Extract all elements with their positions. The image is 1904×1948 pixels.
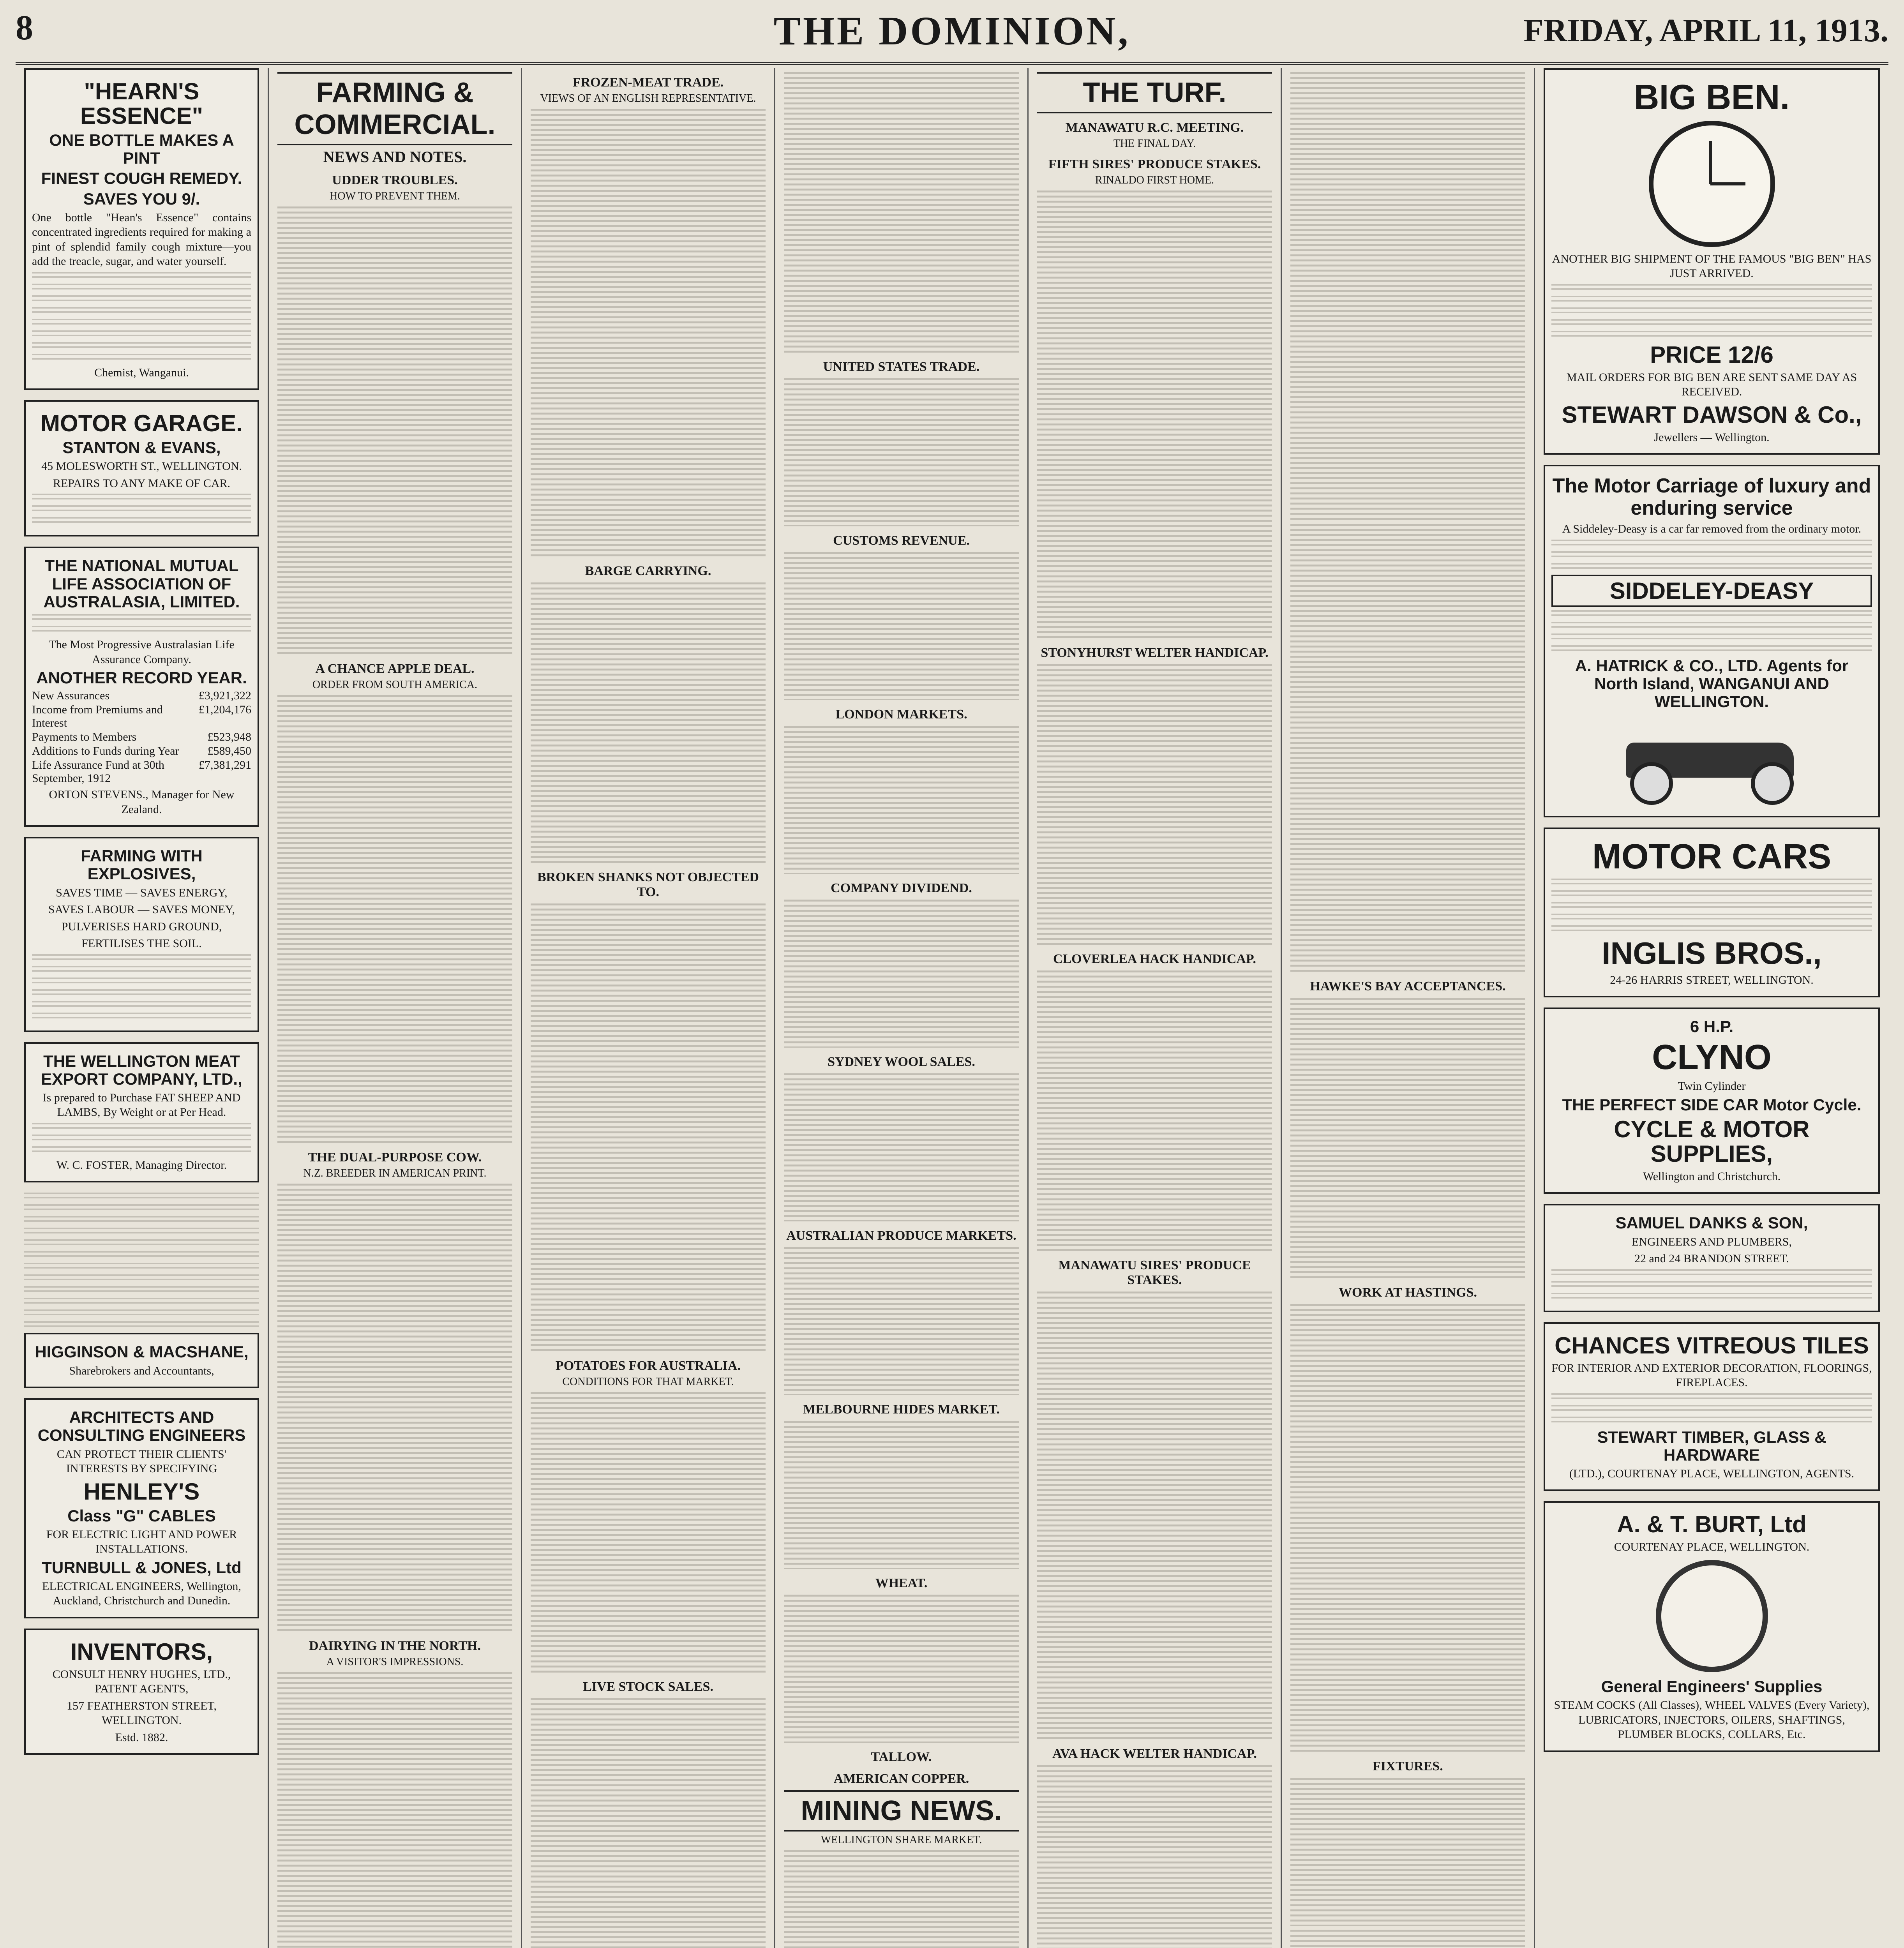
ad-firm: STEWART DAWSON & Co.,: [1562, 401, 1862, 428]
column-4: [775, 68, 1029, 1948]
ad-signature: Chemist, Wanganui.: [94, 366, 189, 379]
article-heading: TALLOW.: [871, 1750, 932, 1764]
article-subheading: THE FINAL DAY.: [1113, 138, 1196, 150]
masthead: [16, 8, 1888, 65]
column-5: [1029, 68, 1282, 1948]
article-subheading: N.Z. BREEDER IN AMERICAN PRINT.: [303, 1167, 487, 1179]
ad-record: ANOTHER RECORD YEAR.: [36, 669, 247, 687]
ad-title: MOTOR CARS: [1592, 837, 1832, 877]
ad-firm: TURNBULL & JONES, Ltd: [42, 1558, 242, 1577]
ad-motor-garage: [24, 400, 259, 536]
ad-brand: SIDDELEY-DEASY: [1551, 575, 1872, 607]
article-heading: COMPANY DIVIDEND.: [831, 881, 972, 895]
ad-title: THE NATIONAL MUTUAL LIFE ASSOCIATION OF AUSTRALASIA, LIMITED.: [43, 556, 240, 611]
article-heading: SYDNEY WOOL SALES.: [828, 1055, 975, 1069]
ad-higginson: HIGGINSON & MACSHANE, Sharebrokers and Accountants,: [24, 1333, 259, 1388]
ad-big-ben: BIG BEN. ANOTHER BIG SHIPMENT OF THE FAMOUS "BIG BEN" HAS JUST ARRIVED. PRICE 12/6 MAIL ORDERS FOR BIG BEN ARE SENT SAME DAY AS RECEIVED. STEWART DAWSON & Co., Jewellers — Wellington.: [1544, 68, 1880, 455]
article-heading: DAIRYING IN THE NORTH.: [309, 1639, 481, 1653]
article-subheading: VIEWS OF AN ENGLISH REPRESENTATIVE.: [540, 92, 756, 104]
ad-hearns-essence: [24, 68, 259, 390]
article-heading: UDDER TROUBLES.: [332, 173, 458, 187]
ad-title: BIG BEN.: [1634, 78, 1790, 117]
column-3: [522, 68, 775, 1948]
issue-date: FRIDAY, APRIL 11, 1913.: [1523, 12, 1888, 49]
ad-firm: STANTON & EVANS,: [62, 438, 221, 457]
section-heading: THE TURF.: [1037, 72, 1272, 113]
article-subheading: HOW TO PREVENT THEM.: [330, 190, 460, 202]
ad-title: INVENTORS,: [70, 1638, 213, 1665]
ad-national-mutual: THE NATIONAL MUTUAL LIFE ASSOCIATION OF AUSTRALASIA, LIMITED. The Most Progressive Australasian Life Assurance Company. ANOTHER RECORD YEAR. New Assurances £3,921,322 Income from Premiums and Interest £1,204,176 Payments to Members £523,948 Additions to Funds during Year £589,450 Life Assurance Fund at 30th September, 1912 £7,381,291 ORTON STEVENS., Manager for New Zealand.: [24, 547, 259, 827]
section-subheading: NEWS AND NOTES.: [323, 148, 467, 166]
article-heading: MELBOURNE HIDES MARKET.: [803, 1402, 1000, 1417]
ad-title: MOTOR GARAGE.: [41, 410, 243, 437]
article-subheading: RINALDO FIRST HOME.: [1095, 174, 1214, 186]
ad-line: SAVES YOU 9/.: [83, 189, 200, 208]
alarm-clock-icon: [1649, 121, 1775, 247]
ad-chances-tiles: CHANCES VITREOUS TILES FOR INTERIOR AND EXTERIOR DECORATION, FLOORINGS, FIREPLACES. STEWART TIMBER, GLASS & HARDWARE (LTD.), COURTENAY PLACE, WELLINGTON, AGENTS.: [1544, 1322, 1880, 1491]
ad-line: FINEST COUGH REMEDY.: [41, 169, 242, 188]
article-heading: CUSTOMS REVENUE.: [833, 533, 970, 548]
ad-title: THE WELLINGTON MEAT EXPORT COMPANY, LTD.,: [41, 1052, 242, 1088]
article-heading: AUSTRALIAN PRODUCE MARKETS.: [786, 1228, 1016, 1243]
section-heading: FARMING & COMMERCIAL.: [277, 72, 512, 145]
paper-title: THE DOMINION,: [773, 9, 1131, 53]
article-heading: BARGE CARRYING.: [585, 564, 711, 578]
article-heading: AMERICAN COPPER.: [833, 1772, 969, 1786]
article-heading: POTATOES FOR AUSTRALIA.: [555, 1359, 741, 1373]
ad-meat-export: THE WELLINGTON MEAT EXPORT COMPANY, LTD., Is prepared to Purchase FAT SHEEP AND LAMBS, By Weight or at Per Head. W. C. FOSTER, Managing Director.: [24, 1042, 259, 1183]
ad-samuel-danks: SAMUEL DANKS & SON, ENGINEERS AND PLUMBERS, 22 and 24 BRANDON STREET.: [1544, 1204, 1880, 1312]
ad-explosives: FARMING WITH EXPLOSIVES, SAVES TIME — SAVES ENERGY, SAVES LABOUR — SAVES MONEY, PULVERISES HARD GROUND, FERTILISES THE SOIL.: [24, 837, 259, 1032]
article-heading: CLOVERLEA HACK HANDICAP.: [1053, 952, 1256, 966]
article-heading: HAWKE'S BAY ACCEPTANCES.: [1310, 979, 1506, 993]
ad-title: SAMUEL DANKS & SON,: [1615, 1214, 1808, 1232]
ad-title: The Motor Carriage of luxury and enduring service: [1552, 475, 1871, 520]
pressure-gauge-icon: [1656, 1560, 1768, 1672]
article-subheading: A VISITOR'S IMPRESSIONS.: [326, 1656, 464, 1668]
article-heading: MANAWATU R.C. MEETING.: [1065, 120, 1244, 135]
ad-line: ONE BOTTLE MAKES A PINT: [49, 131, 234, 168]
article-heading: LONDON MARKETS.: [835, 707, 967, 722]
article-heading: WHEAT.: [875, 1576, 928, 1590]
ad-title: FARMING WITH EXPLOSIVES,: [81, 847, 203, 883]
article-subheading: ORDER FROM SOUTH AMERICA.: [312, 679, 478, 691]
article-heading: FIXTURES.: [1373, 1759, 1443, 1773]
section-heading: MINING NEWS.: [784, 1790, 1019, 1832]
article-heading: UNITED STATES TRADE.: [823, 360, 980, 374]
ad-title: ARCHITECTS AND CONSULTING ENGINEERS: [37, 1408, 246, 1445]
article-heading: AVA HACK WELTER HANDICAP.: [1052, 1747, 1257, 1761]
ad-title: CHANCES VITREOUS TILES: [1555, 1332, 1869, 1359]
article-subheading: WELLINGTON SHARE MARKET.: [821, 1834, 982, 1846]
article-heading: MANAWATU SIRES' PRODUCE STAKES.: [1058, 1258, 1251, 1287]
column-1: [16, 68, 269, 1948]
ad-title: HIGGINSON & MACSHANE,: [35, 1343, 249, 1361]
article-subheading: CONDITIONS FOR THAT MARKET.: [562, 1376, 734, 1388]
ad-brand: CLYNO: [1652, 1038, 1772, 1077]
ad-body: One bottle "Hean's Essence" contains concentrated ingredients required for making a pint of splendid family cough mixture—you add the treacle, sugar, and water yourself.: [32, 211, 251, 268]
column-2: [269, 68, 522, 1948]
ad-burt: A. & T. BURT, Ltd COURTENAY PLACE, WELLINGTON. General Engineers' Supplies STEAM COCKS (All Classes), WHEEL VALVES (Every Variety), LUBRICATORS, INJECTORS, OILERS, SHAFTINGS, PLUMBER BLOCKS, COLLARS, Etc.: [1544, 1501, 1880, 1752]
ad-inventors: INVENTORS, CONSULT HENRY HUGHES, LTD., PATENT AGENTS, 157 FEATHERSTON STREET, WELLINGTON. Estd. 1882.: [24, 1629, 259, 1755]
ad-firm: STEWART TIMBER, GLASS & HARDWARE: [1597, 1427, 1826, 1464]
column-7: [1535, 68, 1888, 1948]
ad-sub: The Most Progressive Australasian Life Assurance Company.: [49, 638, 235, 666]
ad-address: 45 MOLESWORTH ST., WELLINGTON.: [41, 460, 242, 473]
article-heading: FIFTH SIRES' PRODUCE STAKES.: [1048, 157, 1261, 171]
ad-title: "HEARN'S ESSENCE": [80, 78, 203, 129]
article-heading: A CHANCE APPLE DEAL.: [315, 662, 475, 676]
article-heading: THE DUAL-PURPOSE COW.: [308, 1150, 482, 1165]
column-6: [1282, 68, 1535, 1948]
ad-firm: CYCLE & MOTOR SUPPLIES,: [1614, 1116, 1810, 1167]
ad-brand: HENLEY'S: [83, 1478, 200, 1505]
article-heading: STONYHURST WELTER HANDICAP.: [1041, 646, 1269, 660]
motor-car-icon: [1603, 715, 1821, 805]
ad-manager: ORTON STEVENS., Manager for New Zealand.: [49, 788, 235, 816]
ad-siddeley-deasy: The Motor Carriage of luxury and enduring service A Siddeley-Deasy is a car far removed from the ordinary motor. SIDDELEY-DEASY A. HATRICK & CO., LTD. Agents for North Island, WANGANUI AND WELLINGTON.: [1544, 465, 1880, 817]
page-number: 8: [16, 9, 33, 47]
ad-line: REPAIRS TO ANY MAKE OF CAR.: [53, 476, 231, 490]
ad-title: A. & T. BURT, Ltd: [1617, 1511, 1807, 1538]
article-heading: FROZEN-MEAT TRADE.: [572, 75, 724, 90]
article-heading: WORK AT HASTINGS.: [1339, 1285, 1477, 1300]
ad-motor-cars: MOTOR CARS INGLIS BROS., 24-26 HARRIS STREET, WELLINGTON.: [1544, 828, 1880, 997]
article-heading: BROKEN SHANKS NOT OBJECTED TO.: [537, 870, 759, 899]
ad-firm: INGLIS BROS.,: [1602, 935, 1822, 970]
ad-clyno: 6 H.P. CLYNO Twin Cylinder THE PERFECT SIDE CAR Motor Cycle. CYCLE & MOTOR SUPPLIES, Wellington and Christchurch.: [1544, 1008, 1880, 1194]
article-heading: LIVE STOCK SALES.: [583, 1680, 713, 1694]
ad-henleys-cables: ARCHITECTS AND CONSULTING ENGINEERS CAN PROTECT THEIR CLIENTS' INTERESTS BY SPECIFYING HENLEY'S Class "G" CABLES FOR ELECTRIC LIGHT AND POWER INSTALLATIONS. TURNBULL & JONES, Ltd ELECTRICAL ENGINEERS, Wellington, Auckland, Christchurch and Dunedin.: [24, 1398, 259, 1618]
